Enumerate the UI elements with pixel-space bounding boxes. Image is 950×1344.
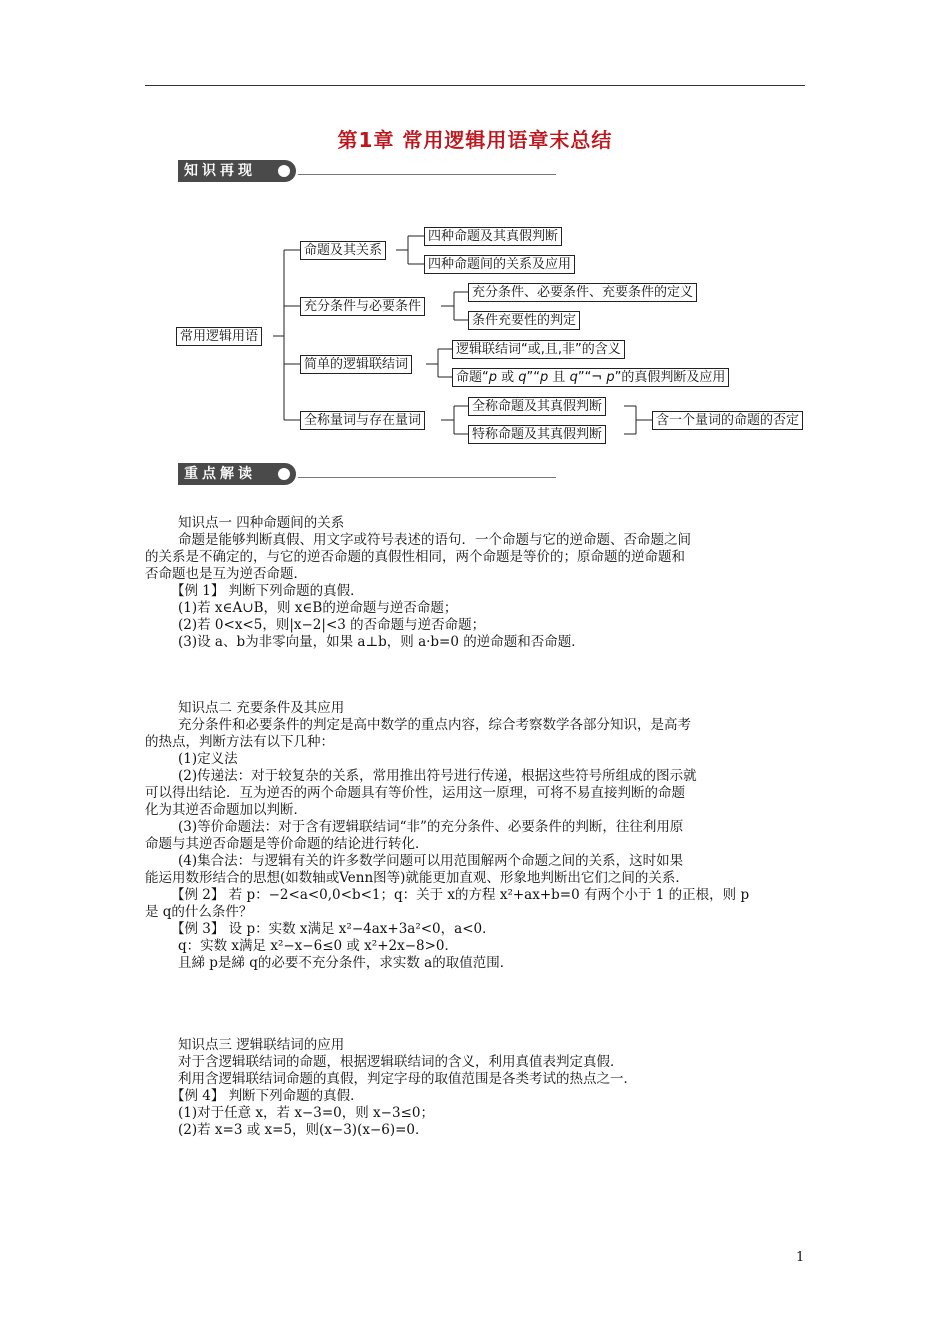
- map-leaf: 四种命题及其真假判断: [424, 227, 562, 246]
- paragraph-line: 是 q的什么条件？: [145, 904, 253, 920]
- method-item: (3)等价命题法：对于含有逻辑联结词“非”的充分条件、必要条件的判断，往往利用原: [178, 819, 684, 835]
- map-branch-quantifiers: 全称量词与存在量词: [300, 411, 425, 430]
- paragraph-line: 充分条件和必要条件的判定是高中数学的重点内容，综合考察数学各部分知识，是高考: [178, 717, 691, 733]
- paragraph-line: 可以得出结论．互为逆否的两个命题具有等价性，运用这一原理，可将不易直接判断的命题: [145, 785, 685, 801]
- section-heading: 知识点二 充要条件及其应用: [178, 700, 345, 716]
- example-item: (2)若 x=3 或 x=5，则(x−3)(x−6)=0．: [178, 1122, 429, 1138]
- method-item: (1)定义法: [178, 751, 238, 767]
- banner-recap-label: 知识再现: [178, 160, 278, 182]
- map-branch-propositions: 命题及其关系: [300, 241, 386, 260]
- method-item: (2)传递法：对于较复杂的关系，常用推出符号进行传递，根据这些符号所组成的图示就: [178, 768, 697, 784]
- example-label: 【例 1】 判断下列命题的真假．: [171, 583, 364, 599]
- map-leaf: 条件充要性的判定: [468, 311, 580, 330]
- paragraph-line: 化为其逆否命题加以判断．: [145, 802, 307, 818]
- section-heading: 知识点一 四种命题间的关系: [178, 515, 345, 531]
- paragraph-line: 对于含逻辑联结词的命题，根据逻辑联结词的含义，利用真值表判定真假．: [178, 1054, 624, 1070]
- paragraph-line: 的热点，判断方法有以下几种：: [145, 734, 334, 750]
- paragraph-line: 且綈 p是綈 q的必要不充分条件，求实数 a的取值范围．: [178, 955, 514, 971]
- map-branch-connectives: 简单的逻辑联结词: [300, 355, 412, 374]
- map-leaf: 充分条件、必要条件、充要条件的定义: [468, 283, 697, 302]
- example-label: 【例 2】 若 p：−2<a<0,0<b<1；q：关于 x的方程 x²+ax+b=0 有两个小于 1 的正根，则 p: [171, 887, 750, 903]
- page-title: 第1章 常用逻辑用语章末总结: [337, 128, 613, 152]
- example-item: (1)若 x∈A∪B，则 x∈B的逆命题与逆否命题；: [178, 600, 458, 616]
- example-label: 【例 3】 设 p：实数 x满足 x²−4ax+3a²<0，a<0．: [171, 921, 496, 937]
- map-root: 常用逻辑用语: [176, 327, 262, 346]
- paragraph-line: 命题与其逆否命题是等价命题的结论进行转化．: [145, 836, 429, 852]
- example-label: 【例 4】 判断下列命题的真假．: [171, 1088, 364, 1104]
- banner-focus-label: 重点解读: [178, 463, 278, 485]
- map-leaf: 特称命题及其真假判断: [468, 425, 606, 444]
- map-leaf: 逻辑联结词“或,且,非”的含义: [452, 340, 625, 359]
- section-heading: 知识点三 逻辑联结词的应用: [178, 1037, 345, 1053]
- map-leaf: 含一个量词的命题的否定: [652, 411, 803, 430]
- map-leaf: 四种命题间的关系及应用: [424, 255, 575, 274]
- paragraph-line: 能运用数形结合的思想(如数轴或Venn图等)就能更加直观、形象地判断出它们之间的关系．: [145, 870, 689, 886]
- map-branch-conditions: 充分条件与必要条件: [300, 297, 425, 316]
- example-item: (2)若 0<x<5，则|x−2|<3 的否命题与逆否命题；: [178, 617, 486, 633]
- page-number: 1: [796, 1250, 805, 1265]
- paragraph-line: q：实数 x满足 x²−x−6≤0 或 x²+2x−8>0．: [178, 938, 459, 954]
- paragraph-line: 的关系是不确定的，与它的逆否命题的真假性相同，两个命题是等价的；原命题的逆命题和: [145, 549, 685, 565]
- paragraph-line: 否命题也是互为逆否命题．: [145, 566, 307, 582]
- paragraph-line: 命题是能够判断真假、用文字或符号表述的语句．一个命题与它的逆命题、否命题之间: [178, 532, 691, 548]
- map-leaf-compound: 命题“p 或 q”“p 且 q”“¬ p”的真假判断及应用: [452, 368, 729, 387]
- example-item: (3)设 a、b为非零向量，如果 a⊥b，则 a·b=0 的逆命题和否命题．: [178, 634, 585, 650]
- map-leaf: 全称命题及其真假判断: [468, 397, 606, 416]
- method-item: (4)集合法：与逻辑有关的许多数学问题可以用范围解两个命题之间的关系，这时如果: [178, 853, 684, 869]
- paragraph-line: 利用含逻辑联结词命题的真假，判定字母的取值范围是各类考试的热点之一．: [178, 1071, 637, 1087]
- example-item: (1)对于任意 x，若 x−3=0，则 x−3≤0；: [178, 1105, 434, 1121]
- bullet-dot-icon: [278, 468, 290, 480]
